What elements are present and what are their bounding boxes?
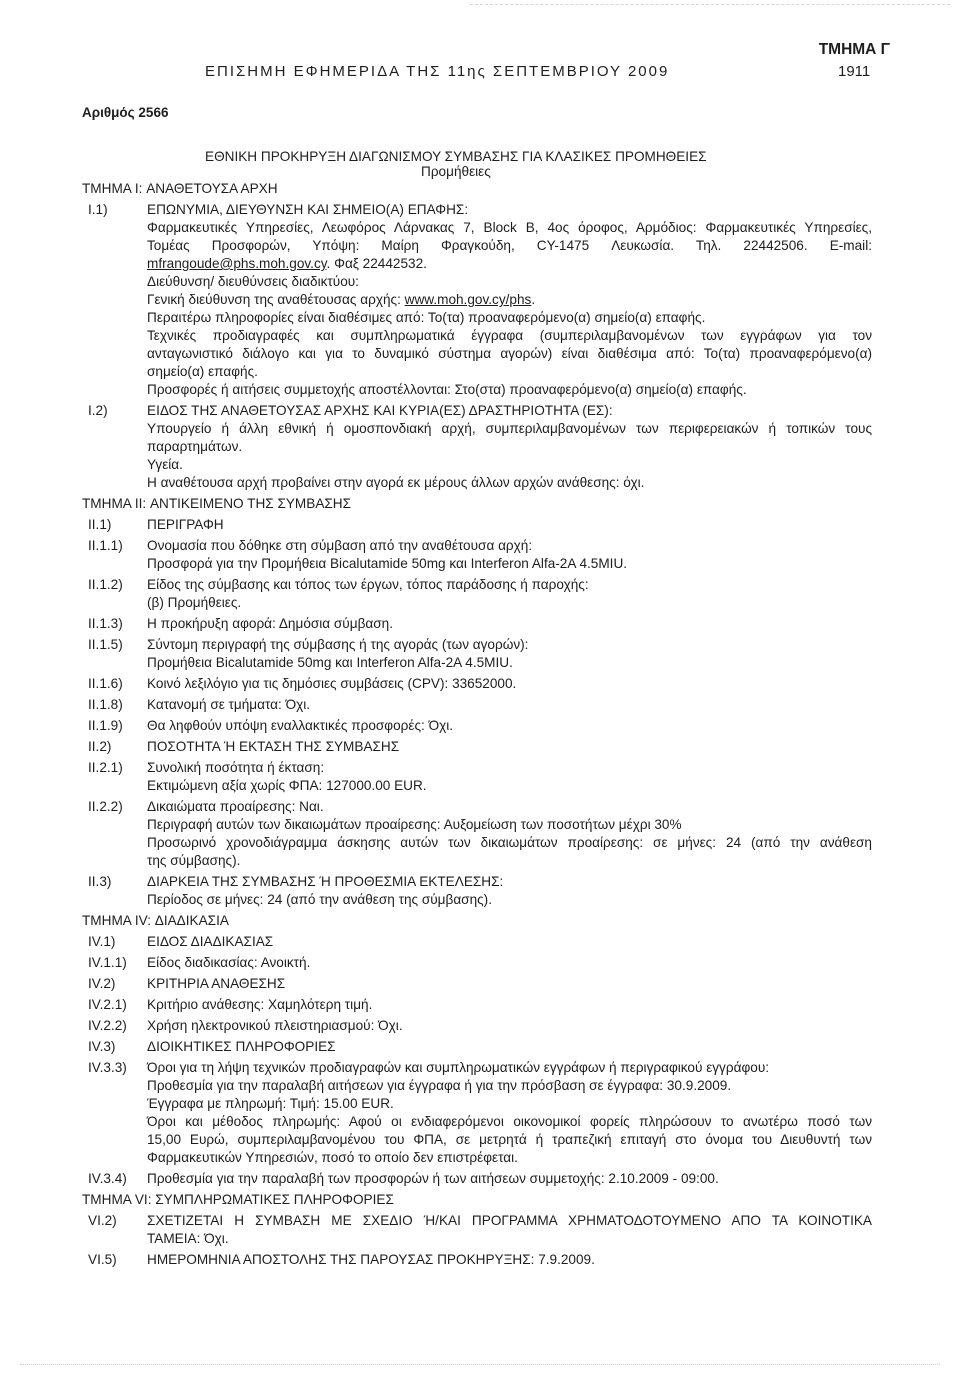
text-line: Κατανομή σε τμήματα: Όχι. bbox=[147, 697, 311, 712]
text-line: Ονομασία που δόθηκε στη σύμβαση από την αναθέτουσα αρχή: bbox=[147, 538, 533, 553]
section-heading: ΤΜΗΜΑ I: ΑΝΑΘΕΤΟΥΣΑ ΑΡΧΗ bbox=[82, 181, 278, 196]
item-number: II.1.1) bbox=[88, 538, 123, 553]
text-line: Όροι για τη λήψη τεχνικών προδιαγραφών και συμπληρωματικών εγγράφων ή περιγραφικού εγγράφου: bbox=[147, 1060, 770, 1075]
hyperlink: mfrangoude@phs.moh.gov.cy bbox=[147, 256, 327, 271]
text-line: Τεχνικές προδιαγραφές και συμπληρωματικά έγγραφα (συμπεριλαμβανομένων των εγγράφων για τον bbox=[147, 328, 872, 343]
item-row bbox=[82, 996, 872, 1014]
item-number: II.3) bbox=[88, 874, 112, 889]
item-content bbox=[147, 738, 872, 756]
item-number: II.1.8) bbox=[88, 697, 123, 712]
text-line: Προσφορά για την Προμήθεια Bicalutamide 50mg και Interferon Alfa-2A 4.5MIU. bbox=[147, 556, 628, 571]
item-content bbox=[147, 975, 872, 993]
text-line: Διεύθυνση/ διευθύνσεις διαδικτύου: bbox=[147, 274, 359, 289]
text-line: ΔΙΟΙΚΗΤΙΚΕΣ ΠΛΗΡΟΦΟΡΙΕΣ bbox=[147, 1039, 336, 1054]
text-line: ΕΙΔΟΣ ΔΙΑΔΙΚΑΣΙΑΣ bbox=[147, 934, 274, 949]
paragraph bbox=[147, 798, 872, 816]
item-number: II.2.2) bbox=[88, 799, 123, 814]
item-content bbox=[147, 759, 872, 795]
text-line: ΕΠΩΝΥΜΙΑ, ΔΙΕΥΘΥΝΣΗ ΚΑΙ ΣΗΜΕΙΟ(Α) ΕΠΑΦΗΣ: bbox=[147, 202, 469, 217]
item-row bbox=[82, 717, 872, 735]
text-line: Περιγραφή αυτών των δικαιωμάτων προαίρεσης: Αυξομείωση των ποσοτήτων μέχρι 30% bbox=[147, 817, 682, 832]
scan-artifact-top bbox=[470, 4, 950, 5]
item-row bbox=[82, 798, 872, 870]
item-content bbox=[147, 537, 872, 573]
paragraph bbox=[147, 891, 872, 909]
paragraph bbox=[147, 738, 872, 756]
text-line: ΣΧΕΤΙΖΕΤΑΙ Η ΣΥΜΒΑΣΗ ΜΕ ΣΧΕΔΙΟ Ή/ΚΑΙ ΠΡΟΓΡΑΜΜΑ ΧΡΗΜΑΤΟΔΟΤΟΥΜΕΝΟ ΑΠΟ ΤΑ ΚΟΙΝΟΤΙΚΑ bbox=[147, 1213, 872, 1228]
section-heading: ΤΜΗΜΑ VI: ΣΥΜΠΛΗΡΩΜΑΤΙΚΕΣ ΠΛΗΡΟΦΟΡΙΕΣ bbox=[82, 1192, 394, 1207]
text-line: Περαιτέρω πληροφορίες είναι διαθέσιμες από: Το(τα) προαναφερόμενο(α) σημείο(α) επαφής. bbox=[147, 310, 706, 325]
text-segment: . Φαξ 22442532. bbox=[326, 256, 427, 271]
paragraph bbox=[147, 474, 872, 492]
page-number: 1911 bbox=[838, 63, 871, 80]
paragraph bbox=[147, 381, 872, 399]
section-heading: ΤΜΗΜΑ II: ΑΝΤΙΚΕΙΜΕΝΟ ΤΗΣ ΣΥΜΒΑΣΗΣ bbox=[82, 496, 352, 511]
item-row bbox=[82, 759, 872, 795]
paragraph bbox=[147, 1095, 872, 1113]
text-line: Δικαιώματα προαίρεσης: Ναι. bbox=[147, 799, 324, 814]
item-content bbox=[147, 1251, 872, 1269]
item-number: IV.2.2) bbox=[88, 1018, 127, 1033]
item-number: IV.1.1) bbox=[88, 955, 127, 970]
item-number: VI.5) bbox=[88, 1252, 117, 1267]
item-content bbox=[147, 717, 872, 735]
item-number: II.1.9) bbox=[88, 718, 123, 733]
text-line: Προθεσμία για την παραλαβή αιτήσεων για έγγραφα ή για την πρόσβαση σε έγγραφα: 30.9.2009. bbox=[147, 1078, 732, 1093]
item-number: II.1.2) bbox=[88, 577, 123, 592]
text-line: Προσφορές ή αιτήσεις συμμετοχής αποστέλλονται: Στο(στα) προαναφερόμενο(α) σημείο(α) επαφής. bbox=[147, 382, 747, 397]
paragraph bbox=[147, 537, 872, 555]
text-line: Φαρμακευτικές Υπηρεσίες, Λεωφόρος Λάρνακας 7, Block B, 4ος όροφος, Αρμόδιος: Φαρμακευτικές Υπηρεσίες, bbox=[147, 220, 872, 235]
text-line: Η προκήρυξη αφορά: Δημόσια σύμβαση. bbox=[147, 616, 393, 631]
paragraph bbox=[147, 456, 872, 474]
item-number: IV.3) bbox=[88, 1039, 116, 1054]
item-row bbox=[82, 954, 872, 972]
paragraph bbox=[147, 996, 872, 1014]
item-content bbox=[147, 636, 872, 672]
paragraph bbox=[147, 816, 872, 834]
paragraph bbox=[147, 1251, 872, 1269]
item-content bbox=[147, 873, 872, 909]
paragraph bbox=[147, 402, 872, 420]
paragraph bbox=[147, 1212, 872, 1248]
item-number: IV.2) bbox=[88, 976, 116, 991]
item-number: IV.1) bbox=[88, 934, 116, 949]
paragraph bbox=[147, 975, 872, 993]
paragraph bbox=[147, 759, 872, 777]
item-row bbox=[82, 1251, 872, 1269]
text-line: Προσωρινό χρονοδιάγραμμα άσκησης αυτών των δικαιωμάτων προαίρεσης: σε μήνες: 24 (από την ανάθεση bbox=[147, 835, 872, 850]
text-line: σημείο(α) επαφής. bbox=[147, 364, 258, 379]
item-content bbox=[147, 576, 872, 612]
text-line: Κοινό λεξιλόγιο για τις δημόσιες συμβάσεις (CPV): 33652000. bbox=[147, 676, 517, 691]
item-content bbox=[147, 402, 872, 492]
text-line: ΠΕΡΙΓΡΑΦΗ bbox=[147, 517, 224, 532]
text-line: Προθεσμία για την παραλαβή των προσφορών ή των αιτήσεων συμμετοχής: 2.10.2009 - 09:00. bbox=[147, 1171, 719, 1186]
section-heading: ΤΜΗΜΑ IV: ΔΙΑΔΙΚΑΣΙΑ bbox=[82, 913, 229, 928]
item-row bbox=[82, 1170, 872, 1188]
text-line bbox=[147, 255, 872, 273]
gazette-running-title: ΕΠΙΣΗΜΗ ΕΦΗΜΕΡΙΔΑ ΤΗΣ 11ης ΣΕΠΤΕΜΒΡΙΟΥ 2009 bbox=[205, 63, 670, 80]
text-line: Προμήθεια Bicalutamide 50mg και Interferon Alfa-2A 4.5MIU. bbox=[147, 655, 513, 670]
text-line: 15,00 Ευρώ, συμπεριλαμβανομένου του ΦΠΑ, σε μετρητά ή τραπεζική επιταγή στο όνομα του Διευθυντή των bbox=[147, 1132, 872, 1147]
paragraph bbox=[147, 696, 872, 714]
item-content bbox=[147, 996, 872, 1014]
paragraph bbox=[147, 420, 872, 456]
paragraph bbox=[147, 954, 872, 972]
text-line bbox=[147, 291, 872, 309]
item-row bbox=[82, 1017, 872, 1035]
item-number: VI.2) bbox=[88, 1213, 117, 1228]
item-content bbox=[147, 201, 872, 399]
scan-artifact-bottom bbox=[20, 1364, 940, 1365]
paragraph bbox=[147, 1038, 872, 1056]
paragraph bbox=[147, 555, 872, 573]
text-line: Φαρμακευτικών Υπηρεσιών, ποσό το οποίο δεν επιστρέφεται. bbox=[147, 1150, 518, 1165]
item-content bbox=[147, 933, 872, 951]
item-number: II.2.1) bbox=[88, 760, 123, 775]
item-number: II.2) bbox=[88, 739, 112, 754]
text-segment: Γενική διεύθυνση της αναθέτουσας αρχής: bbox=[147, 292, 405, 307]
text-line: ανταγωνιστικό διάλογο και για το δυναμικό σύστημα αγορών) είναι διαθέσιμα από: Το(τα) προαναφερόμενο(α) bbox=[147, 346, 872, 361]
paragraph bbox=[147, 594, 872, 612]
paragraph bbox=[147, 1113, 872, 1167]
text-segment: . bbox=[531, 292, 536, 307]
text-line: Είδος διαδικασίας: Ανοικτή. bbox=[147, 955, 311, 970]
item-content bbox=[147, 1212, 872, 1248]
item-number: IV.3.4) bbox=[88, 1171, 127, 1186]
text-line: Υγεία. bbox=[147, 457, 183, 472]
text-line: ΕΙΔΟΣ ΤΗΣ ΑΝΑΘΕΤΟΥΣΑΣ ΑΡΧΗΣ ΚΑΙ ΚΥΡΙΑ(ΕΣ) ΔΡΑΣΤΗΡΙΟΤΗΤΑ (ΕΣ): bbox=[147, 403, 613, 418]
notice-body bbox=[82, 180, 872, 1269]
text-line: Υπουργείο ή άλλη εθνική ή ομοσπονδιακή αρχή, συμπεριλαμβανομένων των περιφερειακών ή τοπικών τους bbox=[147, 421, 872, 436]
item-row bbox=[82, 1212, 872, 1248]
text-line: Όροι και μέθοδος πληρωμής: Αφού οι ενδιαφερόμενοι οικονομικοί φορείς πληρώσουν το ανωτέρω ποσό των bbox=[147, 1114, 872, 1129]
paragraph bbox=[147, 273, 872, 291]
text-line: Εκτιμώμενη αξία χωρίς ΦΠΑ: 127000.00 EUR. bbox=[147, 778, 427, 793]
item-number: II.1) bbox=[88, 517, 112, 532]
item-content bbox=[147, 954, 872, 972]
text-line: Έγγραφα με πληρωμή: Τιμή: 15.00 EUR. bbox=[147, 1096, 394, 1111]
item-content bbox=[147, 1017, 872, 1035]
item-number: II.1.3) bbox=[88, 616, 123, 631]
paragraph bbox=[147, 777, 872, 795]
paragraph bbox=[147, 309, 872, 327]
text-line: Είδος της σύμβασης και τόπος των έργων, τόπος παράδοσης ή παροχής: bbox=[147, 577, 589, 592]
text-line: ΤΑΜΕΙΑ: Όχι. bbox=[147, 1231, 229, 1246]
item-row bbox=[82, 402, 872, 492]
paragraph bbox=[147, 1170, 872, 1188]
item-content bbox=[147, 1170, 872, 1188]
text-line: ΠΟΣΟΤΗΤΑ Ή ΕΚΤΑΣΗ ΤΗΣ ΣΥΜΒΑΣΗΣ bbox=[147, 739, 400, 754]
text-line: Σύντομη περιγραφή της σύμβασης ή της αγοράς (των αγορών): bbox=[147, 637, 529, 652]
item-row bbox=[82, 675, 872, 693]
item-row bbox=[82, 1038, 872, 1056]
text-line: Χρήση ηλεκτρονικού πλειστηριασμού: Όχι. bbox=[147, 1018, 403, 1033]
paragraph bbox=[147, 636, 872, 654]
paragraph bbox=[147, 516, 872, 534]
text-line: Θα ληφθούν υπόψη εναλλακτικές προσφορές: Όχι. bbox=[147, 718, 454, 733]
paragraph bbox=[147, 615, 872, 633]
item-row bbox=[82, 933, 872, 951]
paragraph bbox=[147, 201, 872, 219]
paragraph bbox=[147, 291, 872, 309]
paragraph bbox=[147, 1059, 872, 1077]
item-row bbox=[82, 615, 872, 633]
text-line: Συνολική ποσότητα ή έκταση: bbox=[147, 760, 325, 775]
item-row bbox=[82, 576, 872, 612]
paragraph bbox=[147, 873, 872, 891]
item-row bbox=[82, 873, 872, 909]
item-number: II.1.6) bbox=[88, 676, 123, 691]
paragraph bbox=[147, 654, 872, 672]
paragraph bbox=[147, 675, 872, 693]
item-content bbox=[147, 675, 872, 693]
item-row bbox=[82, 975, 872, 993]
paragraph bbox=[147, 933, 872, 951]
item-content bbox=[147, 798, 872, 870]
item-row bbox=[82, 1059, 872, 1167]
item-number: IV.3.3) bbox=[88, 1060, 127, 1075]
text-line: ΚΡΙΤΗΡΙΑ ΑΝΑΘΕΣΗΣ bbox=[147, 976, 286, 991]
item-content bbox=[147, 516, 872, 534]
text-line: ΔΙΑΡΚΕΙΑ ΤΗΣ ΣΥΜΒΑΣΗΣ Ή ΠΡΟΘΕΣΜΙΑ ΕΚΤΕΛΕΣΗΣ: bbox=[147, 874, 504, 889]
item-content bbox=[147, 1038, 872, 1056]
paragraph bbox=[147, 1077, 872, 1095]
notice-title: ΕΘΝΙΚΗ ΠΡΟΚΗΡΥΞΗ ΔΙΑΓΩΝΙΣΜΟΥ ΣΥΜΒΑΣΗΣ ΓΙΑ ΚΛΑΣΙΚΕΣ ΠΡΟΜΗΘΕΙΕΣ bbox=[205, 149, 707, 164]
paragraph bbox=[147, 1017, 872, 1035]
paragraph bbox=[147, 327, 872, 381]
item-number: I.2) bbox=[88, 403, 108, 418]
item-number: IV.2.1) bbox=[88, 997, 127, 1012]
paragraph bbox=[147, 717, 872, 735]
text-line: Τομέας Προσφορών, Υπόψη: Μαίρη Φραγκούδη, CY-1475 Λευκωσία. Τηλ. 22442506. E-mail: bbox=[147, 238, 872, 253]
item-row bbox=[82, 696, 872, 714]
item-number: II.1.5) bbox=[88, 637, 123, 652]
item-row bbox=[82, 738, 872, 756]
notice-subtitle: Προμήθειες bbox=[421, 164, 491, 179]
item-row bbox=[82, 537, 872, 573]
text-line: της σύμβασης). bbox=[147, 853, 241, 868]
text-line: παραρτημάτων. bbox=[147, 439, 243, 454]
item-content bbox=[147, 696, 872, 714]
text-line: Περίοδος σε μήνες: 24 (από την ανάθεση της σύμβασης). bbox=[147, 892, 492, 907]
notice-number: Αριθμός 2566 bbox=[82, 105, 169, 120]
paragraph bbox=[147, 219, 872, 273]
text-line: Κριτήριο ανάθεσης: Χαμηλότερη τιμή. bbox=[147, 997, 373, 1012]
item-row bbox=[82, 201, 872, 399]
item-row bbox=[82, 516, 872, 534]
item-number: I.1) bbox=[88, 202, 108, 217]
paragraph bbox=[147, 576, 872, 594]
gazette-part: ΤΜΗΜΑ Γ bbox=[818, 41, 890, 58]
item-content bbox=[147, 1059, 872, 1167]
text-line: (β) Προμήθειες. bbox=[147, 595, 242, 610]
paragraph bbox=[147, 834, 872, 870]
item-row bbox=[82, 636, 872, 672]
hyperlink: www.moh.gov.cy/phs bbox=[404, 292, 532, 307]
text-line: Η αναθέτουσα αρχή προβαίνει στην αγορά εκ μέρους άλλων αρχών ανάθεσης: όχι. bbox=[147, 475, 645, 490]
item-content bbox=[147, 615, 872, 633]
text-line: ΗΜΕΡΟΜΗΝΙΑ ΑΠΟΣΤΟΛΗΣ ΤΗΣ ΠΑΡΟΥΣΑΣ ΠΡΟΚΗΡΥΞΗΣ: 7.9.2009. bbox=[147, 1252, 595, 1267]
